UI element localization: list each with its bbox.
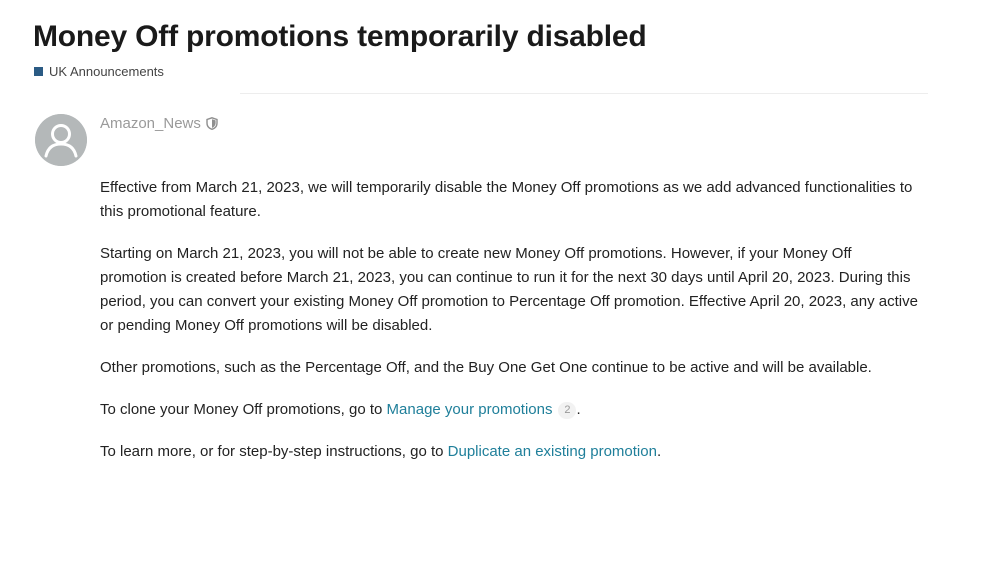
post-body (100, 176, 920, 482)
paragraph-4 (100, 398, 920, 422)
author-name: Amazon_News (100, 115, 201, 132)
paragraph-3: Other promotions, such as the Percentage Off, and the Buy One Get One continue to be active and will be available. (100, 359, 872, 376)
paragraph-2: Starting on March 21, 2023, you will not be able to create new Money Off promotions. However, if your Money Off promotion is created before March 21, 2023, you can continue to run it for the next 30 days until April 20, 2023. During this period, you can convert your existing Money Off promotion to Percentage Off promotion. Effective April 20, 2023, any active or pending Money Off promotions will be disabled. (100, 245, 918, 334)
paragraph-5-suffix: . (656, 443, 662, 460)
author-avatar[interactable] (35, 114, 87, 166)
link-count-badge: 2 (558, 402, 576, 419)
category-label: UK Announcements (49, 64, 164, 79)
author-name-link[interactable] (100, 115, 218, 132)
paragraph-5-text: To learn more, or for step-by-step instructions, go to (100, 443, 448, 460)
paragraph-4-suffix: . (576, 401, 581, 418)
category-link[interactable] (34, 64, 164, 79)
user-icon (35, 114, 87, 166)
paragraph-5 (100, 440, 920, 464)
paragraph-4-text: To clone your Money Off promotions, go to (100, 401, 387, 418)
paragraph-1: Effective from March 21, 2023, we will temporarily disable the Money Off promotions as we add advanced functionalities to this promotional feature. (100, 179, 913, 220)
shield-icon (206, 117, 218, 130)
manage-promotions-link[interactable]: Manage your promotions (386, 401, 553, 418)
header-divider (240, 93, 928, 94)
duplicate-promotion-link[interactable]: Duplicate an existing promotion (447, 443, 657, 460)
category-color-marker (34, 67, 43, 76)
page-title: Money Off promotions temporarily disabled (33, 20, 647, 53)
